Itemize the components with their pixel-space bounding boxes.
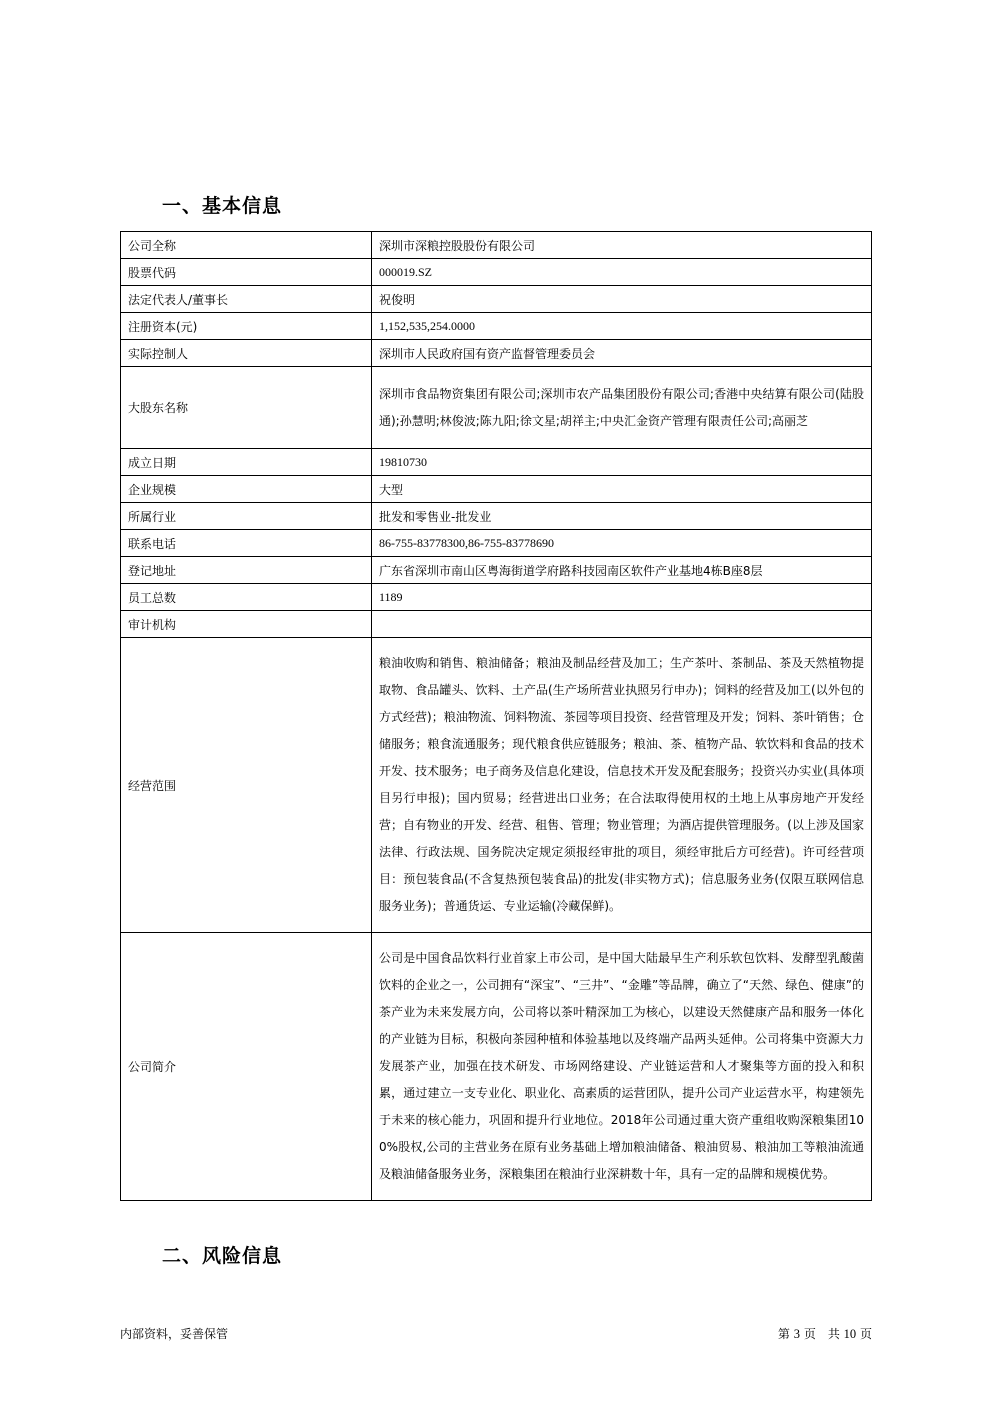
row-label: 所属行业 (121, 503, 372, 530)
registered-capital-value: 1,152,535,254.0000 (372, 313, 872, 340)
table-row (121, 232, 872, 259)
row-label: 股票代码 (121, 259, 372, 286)
page-mid: 页 共 (803, 1327, 840, 1341)
table-row (121, 340, 872, 367)
page-suffix: 页 (859, 1327, 872, 1341)
row-label: 联系电话 (121, 530, 372, 557)
industry-value: 批发和零售业-批发业 (372, 503, 872, 530)
company-name-value: 深圳市深粮控股股份有限公司 (372, 232, 872, 259)
row-label: 企业规模 (121, 476, 372, 503)
stock-code-value: 000019.SZ (372, 259, 872, 286)
business-scope-value: 粮油收购和销售、粮油储备；粮油及制品经营及加工；生产茶叶、茶制品、茶及天然植物提取物、食品罐头、饮料、土产品(生产场所营业执照另行申办)；饲料的经营及加工(以外包的方式经营)；粮油物流、饲料物流、茶园等项目投资、经营管理及开发；饲料、茶叶销售；仓储服务；粮食流通服务；现代粮食供应链服务；粮油、茶、植物产品、软饮料和食品的技术开发、技术服务；电子商务及信息化建设，信息技术开发及配套服务；投资兴办实业(具体项目另行申报)；国内贸易；经营进出口业务；在合法取得使用权的土地上从事房地产开发经营；自有物业的开发、经营、租售、管理；物业管理；为酒店提供管理服务。(以上涉及国家法律、行政法规、国务院决定规定须报经审批的项目，须经审批后方可经营)。许可经营项目：预包装食品(不含复热预包装食品)的批发(非实物方式)；信息服务业务(仅限互联网信息服务业务)；普通货运、专业运输(冷藏保鲜)。 (372, 638, 872, 933)
table-row (121, 557, 872, 584)
table-row (121, 530, 872, 557)
row-label: 成立日期 (121, 449, 372, 476)
founded-date-value: 19810730 (372, 449, 872, 476)
table-row (121, 638, 872, 933)
table-row (121, 367, 872, 449)
actual-controller-value: 深圳市人民政府国有资产监督管理委员会 (372, 340, 872, 367)
row-label: 员工总数 (121, 584, 372, 611)
section-title-risk-info: 二、风险信息 (162, 1245, 283, 1267)
company-profile-value: 公司是中国食品饮料行业首家上市公司，是中国大陆最早生产利乐软包饮料、发酵型乳酸菌饮料的企业之一，公司拥有“深宝”、“三井”、“金雕”等品牌，确立了“天然、绿色、健康”的茶产业为未来发展方向，公司将以茶叶精深加工为核心，以建设天然健康产品和服务一体化的产业链为目标，积极向茶园种植和体验基地以及终端产品两头延伸。公司将集中资源大力发展茶产业，加强在技术研发、市场网络建设、产业链运营和人才聚集等方面的投入和积累，通过建立一支专业化、职业化、高素质的运营团队，提升公司产业运营水平，构建领先于未来的核心能力，巩固和提升行业地位。2018年公司通过重大资产重组收购深粮集团100%股权,公司的主营业务在原有业务基础上增加粮油储备、粮油贸易、粮油加工等粮油流通及粮油储备服务业务，深粮集团在粮油行业深耕数十年，具有一定的品牌和规模优势。 (372, 933, 872, 1201)
table-row (121, 313, 872, 340)
footer-confidential-note: 内部资料，妥善保管 (120, 1327, 229, 1341)
employee-count-value: 1189 (372, 584, 872, 611)
audit-firm-value (372, 611, 872, 638)
row-label: 法定代表人/董事长 (121, 286, 372, 313)
row-label: 审计机构 (121, 611, 372, 638)
table-row (121, 584, 872, 611)
major-shareholders-value: 深圳市食品物资集团有限公司;深圳市农产品集团股份有限公司;香港中央结算有限公司(陆股通);孙慧明;林俊波;陈九阳;徐文星;胡祥主;中央汇金资产管理有限责任公司;高丽芝 (372, 367, 872, 449)
company-scale-value: 大型 (372, 476, 872, 503)
basic-info-table (120, 231, 872, 1201)
page-total: 10 (843, 1327, 857, 1341)
legal-rep-value: 祝俊明 (372, 286, 872, 313)
table-row (121, 933, 872, 1201)
page-prefix: 第 (777, 1327, 790, 1341)
row-label: 公司简介 (121, 933, 372, 1201)
table-row (121, 503, 872, 530)
page-current: 3 (793, 1327, 800, 1341)
row-label: 经营范围 (121, 638, 372, 933)
table-row (121, 476, 872, 503)
section-title-basic-info: 一、基本信息 (162, 195, 283, 217)
footer-page-number (778, 1325, 872, 1342)
row-label: 注册资本(元) (121, 313, 372, 340)
row-label: 实际控制人 (121, 340, 372, 367)
table-row (121, 259, 872, 286)
table-row (121, 449, 872, 476)
table-row (121, 611, 872, 638)
row-label: 公司全称 (121, 232, 372, 259)
row-label: 大股东名称 (121, 367, 372, 449)
registered-address-value: 广东省深圳市南山区粤海街道学府路科技园南区软件产业基地4栋B座8层 (372, 557, 872, 584)
table-row (121, 286, 872, 313)
phone-value: 86-755-83778300,86-755-83778690 (372, 530, 872, 557)
row-label: 登记地址 (121, 557, 372, 584)
